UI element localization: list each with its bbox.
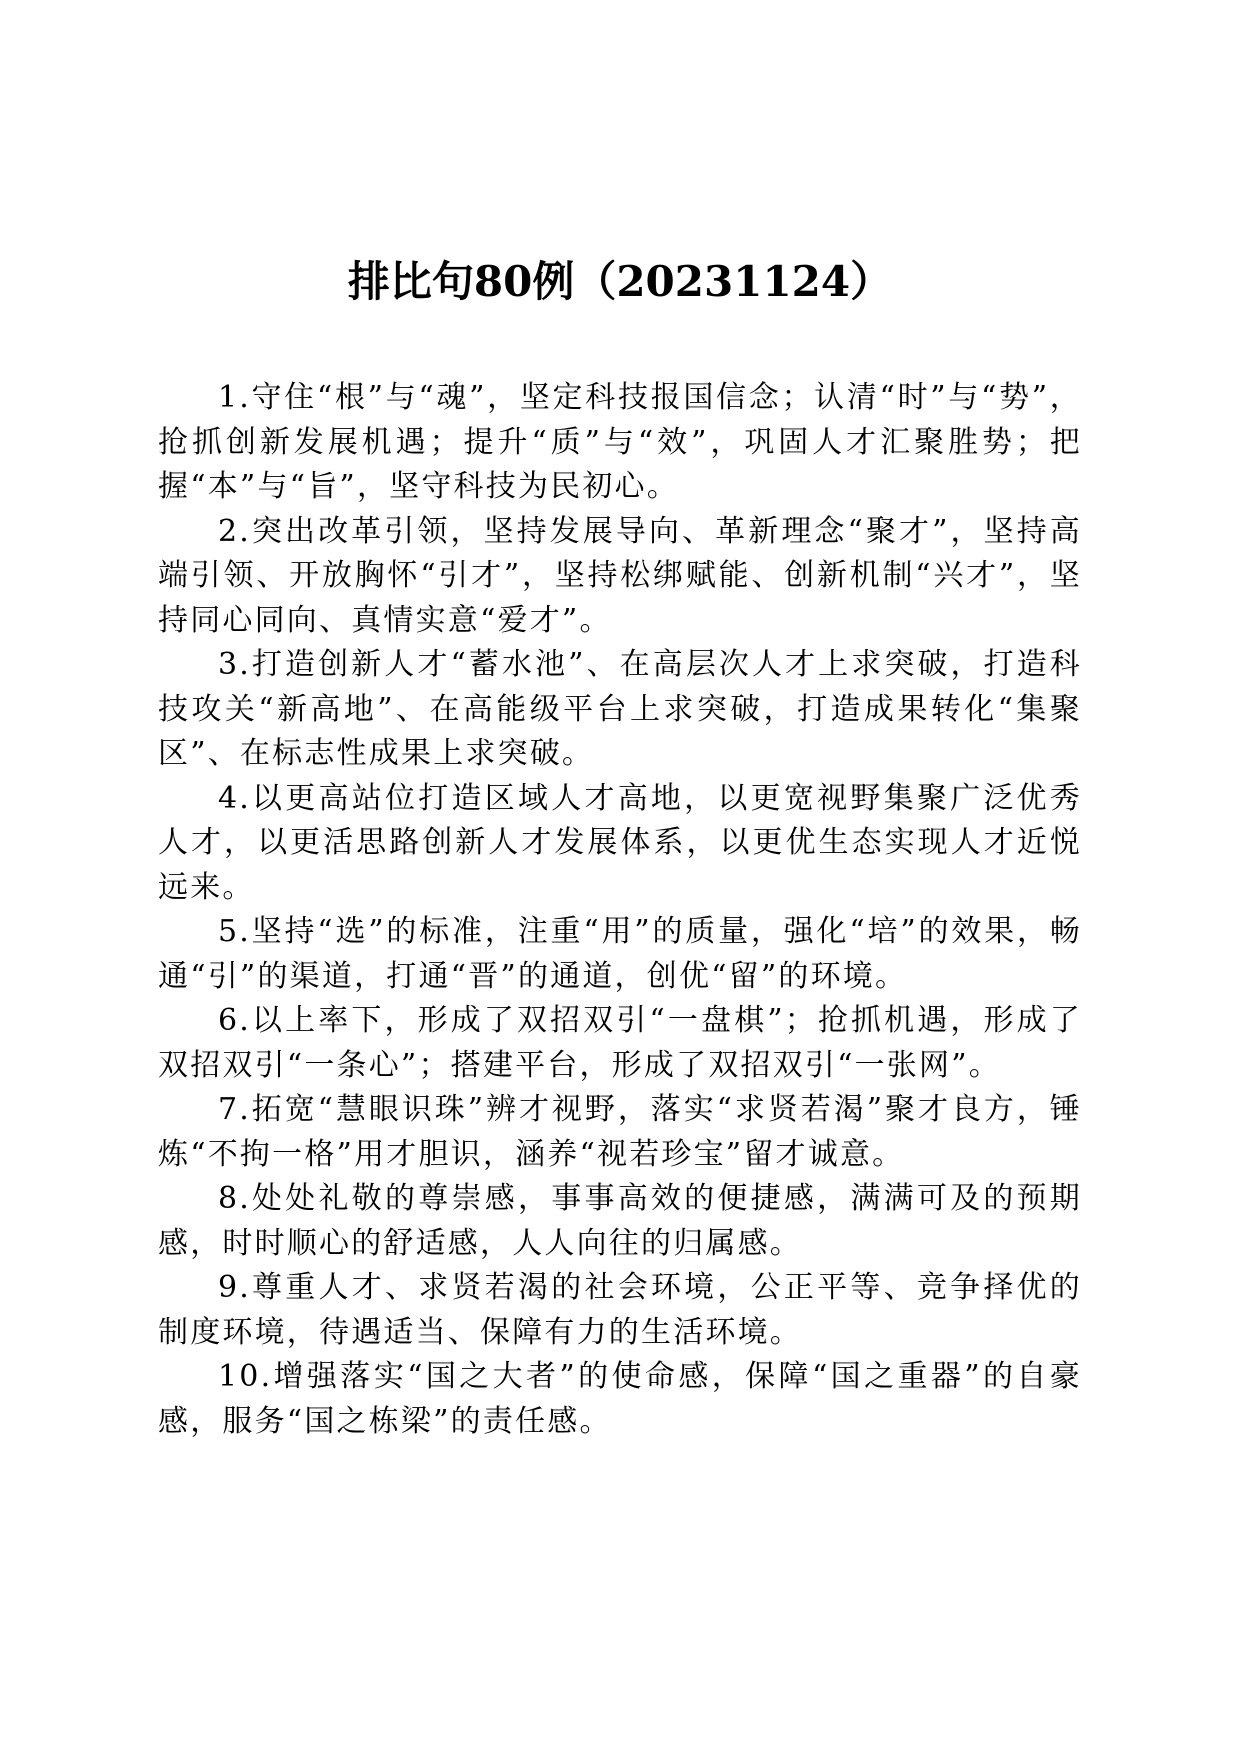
paragraph-7: 7.拓宽“慧眼识珠”辨才视野，落实“求贤若渴”聚才良方，锤炼“不拘一格”用才胆识，涵养“视若珍宝”留才诚意。	[158, 1092, 1082, 1172]
paragraph-8: 8.处处礼敬的尊崇感，事事高效的便捷感，满满可及的预期感，时时顺心的舒适感，人人向往的归属感。	[158, 1181, 1082, 1261]
paragraph-6: 6.以上率下，形成了双招双引“一盘棋”；抢抓机遇，形成了双招双引“一条心”；搭建平台，形成了双招双引“一张网”。	[158, 1003, 1082, 1083]
paragraph-3: 3.打造创新人才“蓄水池”、在高层次人才上求突破，打造科技攻关“新高地”、在高能级平台上求突破，打造成果转化“集聚区”、在标志性成果上求突破。	[158, 647, 1082, 771]
paragraph-2: 2.突出改革引领，坚持发展导向、革新理念“聚才”，坚持高端引领、开放胸怀“引才”，坚持松绑赋能、创新机制“兴才”，坚持同心同向、真情实意“爱才”。	[158, 513, 1082, 638]
paragraph-4: 4.以更高站位打造区域人才高地，以更宽视野集聚广泛优秀人才，以更活思路创新人才发展体系，以更优生态实现人才近悦远来。	[158, 780, 1082, 905]
document-title: 排比句80例（20231124）	[347, 257, 893, 306]
paragraph-1: 1.守住“根”与“魂”，坚定科技报国信念；认清“时”与“势”，抢抓创新发展机遇；提升“质”与“效”，巩固人才汇聚胜势；把握“本”与“旨”，坚守科技为民初心。	[158, 380, 1082, 504]
paragraph-9: 9.尊重人才、求贤若渴的社会环境，公正平等、竞争择优的制度环境，待遇适当、保障有力的生活环境。	[158, 1270, 1082, 1350]
paragraph-10: 10.增强落实“国之大者”的使命感，保障“国之重器”的自豪感，服务“国之栋梁”的责任感。	[158, 1359, 1082, 1439]
document-body	[158, 376, 1082, 1444]
paragraph-5: 5.坚持“选”的标准，注重“用”的质量，强化“培”的效果，畅通“引”的渠道，打通“晋”的通道，创优“留”的环境。	[158, 914, 1082, 994]
